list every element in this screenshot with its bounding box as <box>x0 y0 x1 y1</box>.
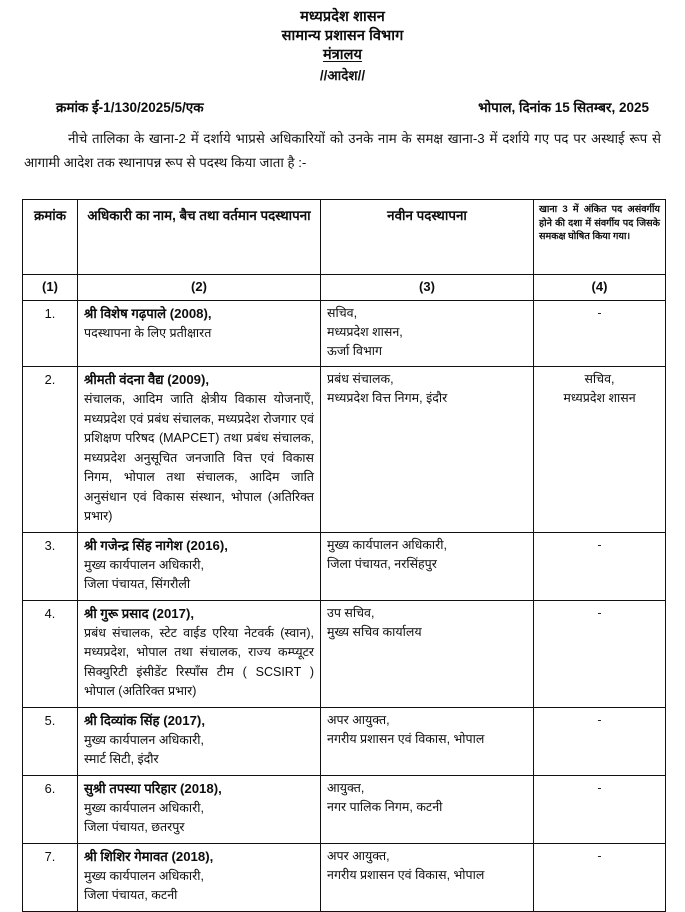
officer-name: श्री गजेन्द्र सिंह नागेश (2016), <box>84 537 228 553</box>
ministry-name: मंत्रालय <box>322 47 363 63</box>
cell-serial-number: 5. <box>23 707 78 775</box>
cell-equivalent-post: सचिव, मध्यप्रदेश शासन <box>534 367 666 533</box>
column-number-2: (2) <box>78 275 321 301</box>
cell-serial-number: 3. <box>23 532 78 600</box>
header-equivalent-post: खाना 3 में अंकित पद असंवर्गीय होने की दशा में संवर्गीय पद जिसके समकक्ष घोषित किया गया। <box>534 200 666 275</box>
officer-name: श्री शिशिर गेमावत (2018), <box>84 848 214 864</box>
cell-equivalent-post: - <box>534 600 666 707</box>
column-number-1: (1) <box>23 275 78 301</box>
cell-new-posting: उप सचिव, मुख्य सचिव कार्यालय <box>321 600 534 707</box>
table-row <box>23 367 666 533</box>
officer-name: श्री दिव्यांक सिंह (2017), <box>84 712 205 728</box>
cell-new-posting: मुख्य कार्यपालन अधिकारी, जिला पंचायत, नरसिंहपुर <box>321 532 534 600</box>
intro-text: नीचे तालिका के खाना-2 में दर्शाये भाप्रसे अधिकारियों को उनके नाम के समक्ष खाना-3 में दर्शाये गए पद पर अस्थाई रूप से आगामी आदेश तक स्थानापन्न रूप से पदस्थ किया जाता है :- <box>24 131 661 170</box>
table-row <box>23 707 666 775</box>
table-row <box>23 301 666 367</box>
table-row <box>23 775 666 843</box>
cell-new-posting: सचिव, मध्यप्रदेश शासन, ऊर्जा विभाग <box>321 301 534 367</box>
cell-serial-number: 1. <box>23 301 78 367</box>
cell-equivalent-post: - <box>534 843 666 911</box>
officer-current-posting: प्रबंध संचालक, स्टेट वाईड एरिया नेटवर्क (स्वान), मध्यप्रदेश, भोपाल तथा संचालक, राज्य कम्प्यूटर सिक्युरिटी इंसीडेंट रिस्पाँस टीम ( SCSIRT ) भोपाल (अतिरिक्त प्रभार) <box>84 625 314 698</box>
header-officer-details: अधिकारी का नाम, बैच तथा वर्तमान पदस्थापना <box>78 200 321 275</box>
cell-officer-details <box>78 600 321 707</box>
department-name: सामान्य प्रशासन विभाग <box>281 28 404 44</box>
officer-name: श्रीमती वंदना वैद्य (2009), <box>84 372 210 387</box>
table-header <box>23 200 666 301</box>
order-number: क्रमांक ई-1/130/2025/5/एक <box>56 100 204 115</box>
cell-serial-number: 2. <box>23 367 78 533</box>
cell-new-posting: प्रबंध संचालक, मध्यप्रदेश वित्त निगम, इंदौर <box>321 367 534 533</box>
cell-officer-details <box>78 367 321 533</box>
officer-current-posting: पदस्थापना के लिए प्रतीक्षारत <box>84 326 212 340</box>
order-table-wrapper <box>22 199 665 912</box>
column-number-4: (4) <box>534 275 666 301</box>
cell-equivalent-post: - <box>534 775 666 843</box>
officer-name: श्री गुरू प्रसाद (2017), <box>84 605 195 621</box>
officer-current-posting: मुख्य कार्यपालन अधिकारी, जिला पंचायत, छतरपुर <box>84 800 204 834</box>
cell-officer-details <box>78 532 321 600</box>
cell-new-posting: अपर आयुक्त, नगरीय प्रशासन एवं विकास, भोपाल <box>321 843 534 911</box>
cell-officer-details <box>78 775 321 843</box>
cell-officer-details <box>78 707 321 775</box>
table-header-row <box>23 200 666 275</box>
government-name: मध्यप्रदेश शासन <box>300 9 385 25</box>
table-column-number-row <box>23 275 666 301</box>
officer-current-posting: मुख्य कार्यपालन अधिकारी, स्मार्ट सिटी, इंदौर <box>84 732 204 766</box>
cell-equivalent-post: - <box>534 707 666 775</box>
header-new-posting: नवीन पदस्थापना <box>321 200 534 275</box>
cell-new-posting: आयुक्त, नगर पालिक निगम, कटनी <box>321 775 534 843</box>
intro-paragraph <box>0 127 685 175</box>
table-row <box>23 532 666 600</box>
cell-serial-number: 6. <box>23 775 78 843</box>
cell-equivalent-post: - <box>534 301 666 367</box>
table-row <box>23 600 666 707</box>
order-tag: //आदेश// <box>319 68 366 83</box>
table-row <box>23 843 666 911</box>
officer-current-posting: मुख्य कार्यपालन अधिकारी, जिला पंचायत, कटनी <box>84 868 204 902</box>
officer-current-posting: संचालक, आदिम जाति क्षेत्रीय विकास योजनाएँ, मध्यप्रदेश एवं प्रबंध संचालक, मध्यप्रदेश रोजगार एवं प्रशिक्षण परिषद (MAPCET) तथा प्रबंध संचालक, मध्यप्रदेश अनुसूचित जनजाति वित्त एवं विकास निगम, भोपाल तथा संचालक, आदिम जाति अनुसंधान एवं विकास संस्थान, भोपाल (अतिरिक्त प्रभार) <box>84 392 314 523</box>
order-table <box>22 199 666 912</box>
officer-current-posting: मुख्य कार्यपालन अधिकारी, जिला पंचायत, सिंगरौली <box>84 557 204 591</box>
header-serial-number: क्रमांक <box>23 200 78 275</box>
table-body <box>23 301 666 912</box>
cell-equivalent-post: - <box>534 532 666 600</box>
officer-name: श्री विशेष गढ़पाले (2008), <box>84 306 212 321</box>
cell-officer-details <box>78 301 321 367</box>
officer-name: सुश्री तपस्या परिहार (2018), <box>84 780 222 796</box>
reference-row <box>0 98 685 116</box>
cell-serial-number: 7. <box>23 843 78 911</box>
cell-officer-details <box>78 843 321 911</box>
document-masthead <box>0 0 685 86</box>
column-number-3: (3) <box>321 275 534 301</box>
cell-serial-number: 4. <box>23 600 78 707</box>
cell-new-posting: अपर आयुक्त, नगरीय प्रशासन एवं विकास, भोपाल <box>321 707 534 775</box>
place-and-date: भोपाल, दिनांक 15 सितम्बर, 2025 <box>478 100 649 115</box>
